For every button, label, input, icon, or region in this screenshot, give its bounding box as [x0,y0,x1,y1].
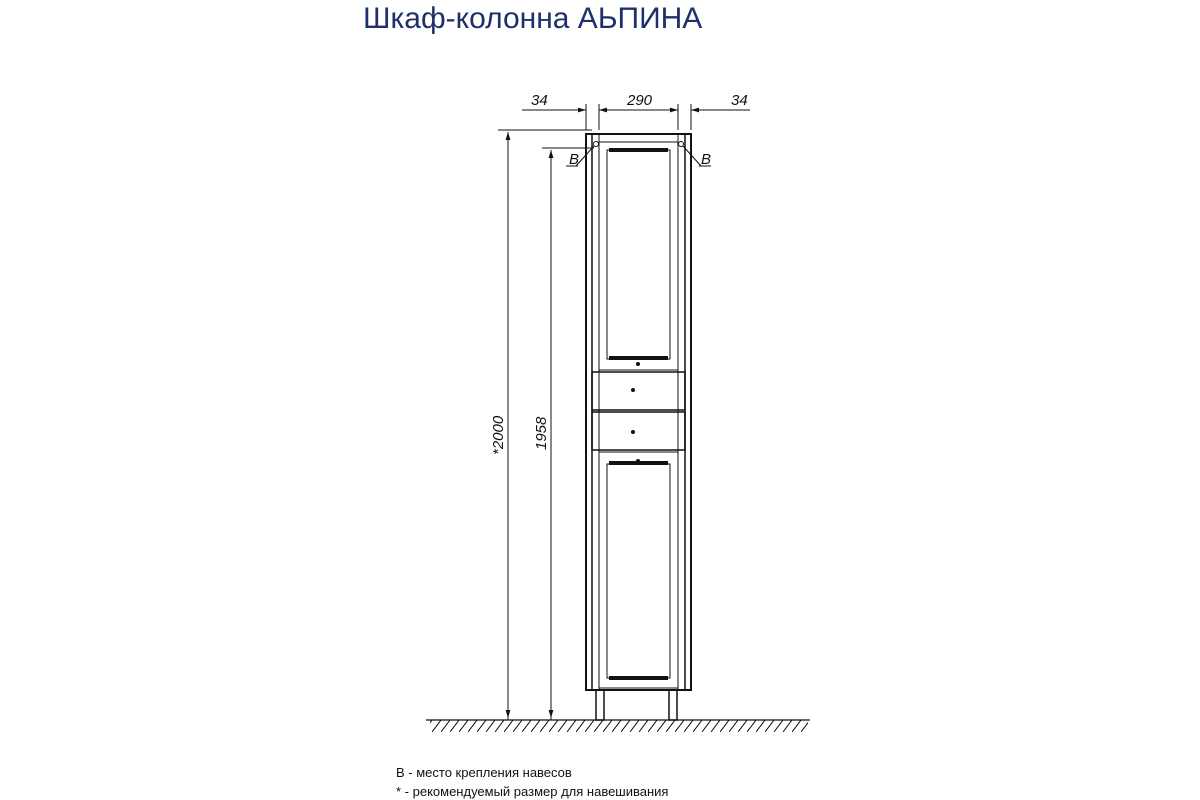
mount-label-right: В [701,151,712,168]
drawer-top [592,372,685,410]
page-title: Шкаф-колонна АЬПИНА [363,2,703,35]
dim-right-offset: 34 [731,92,748,109]
mount-label-left: В [569,151,580,168]
dim-left-offset: 34 [531,92,548,109]
legend-recommended-note: * - рекомендуемый размер для навешивания [396,784,669,799]
lower-door [599,452,678,688]
dim-recommended-height: *2000 [490,415,507,455]
upper-door [599,142,678,370]
floor-line [426,720,810,732]
cabinet-legs [596,690,677,720]
drawer-bottom-knob [631,430,635,434]
dim-width: 290 [627,92,653,109]
dim-height: 1958 [533,416,550,450]
dimension-1958 [533,148,594,720]
legend-mount-note: В - место крепления навесов [396,765,572,780]
mount-point-right [679,142,712,169]
mount-point-left [566,142,599,169]
upper-door-knob [636,362,640,366]
drawer-bottom [592,412,685,450]
top-dimension [522,92,750,130]
lower-door-knob [636,459,640,463]
drawer-top-knob [631,388,635,392]
